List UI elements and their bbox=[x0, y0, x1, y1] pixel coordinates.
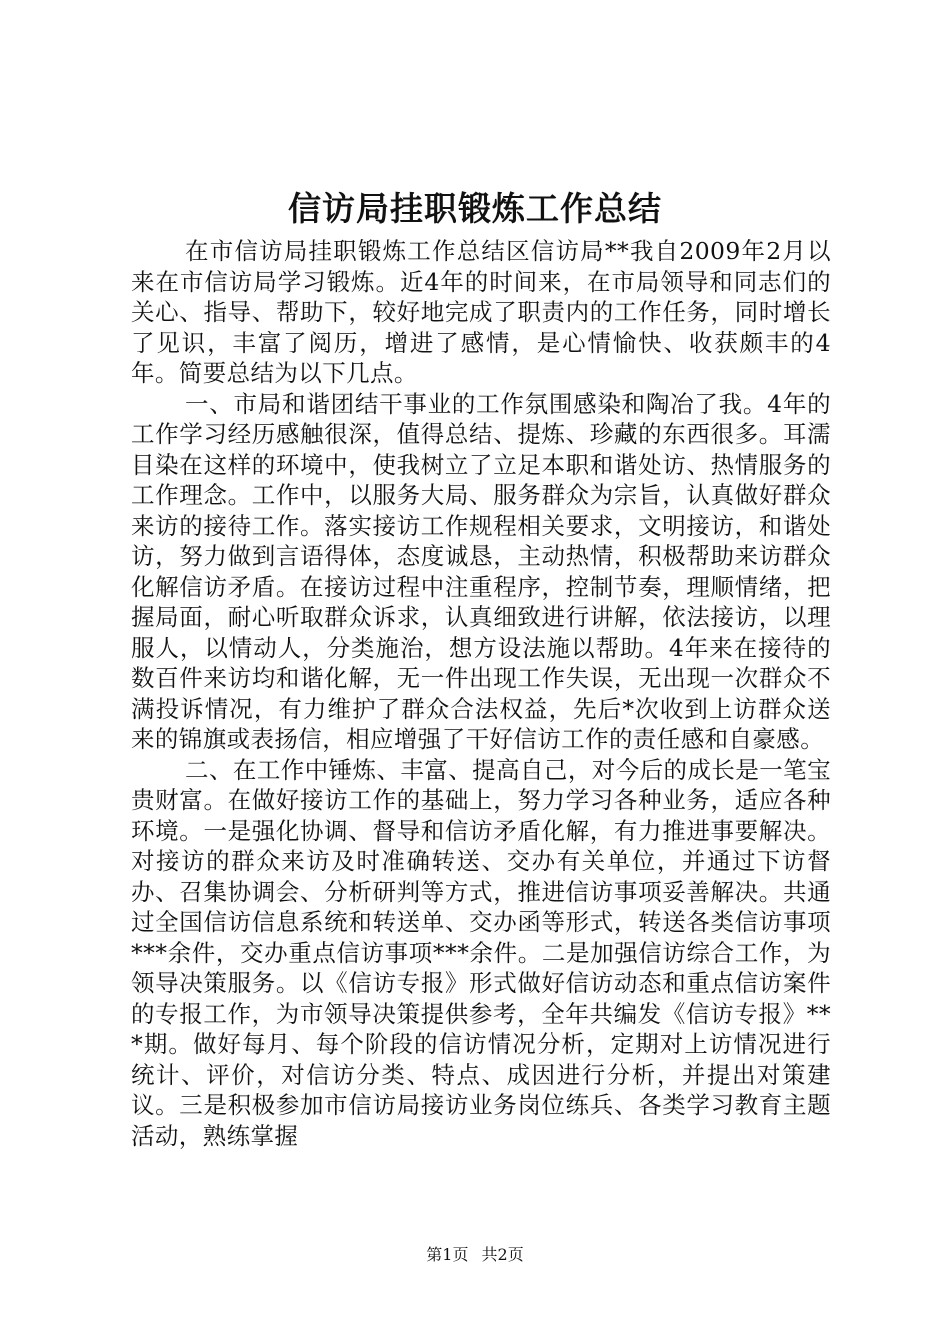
document-title: 信访局挂职锻炼工作总结 bbox=[288, 189, 662, 228]
paragraph-section-one: 一、市局和谐团结干事业的工作氛围感染和陶冶了我。4年的工作学习经历感触很深，值得总结、提炼、珍藏的东西很多。耳濡目染在这样的环境中，使我树立了立足本职和谐处访、热情服务的工作理念。工作中，以服务大局、服务群众为宗旨，认真做好群众来访的接待工作。落实接访工作规程相关要求，文明接访，和谐处访，努力做到言语得体，态度诚恳，主动热情，积极帮助来访群众化解信访矛盾。在接访过程中注重程序，控制节奏，理顺情绪，把握局面，耐心听取群众诉求，认真细致进行讲解，依法接访，以理服人，以情动人，分类施治，想方设法施以帮助。4年来在接待的数百件来访均和谐化解，无一件出现工作失误，无出现一次群众不满投诉情况，有力维护了群众合法权益，先后*次收到上访群众送来的锦旗或表扬信，相应增强了干好信访工作的责任感和自豪感。 bbox=[131, 389, 831, 753]
paragraph-section-two: 二、在工作中锤炼、丰富、提高自己，对今后的成长是一笔宝贵财富。在做好接访工作的基础上，努力学习各种业务，适应各种环境。一是强化协调、督导和信访矛盾化解，有力推进事要解决。对接访的群众来访及时准确转送、交办有关单位，并通过下访督办、召集协调会、分析研判等方式，推进信访事项妥善解决。共通过全国信访信息系统和转送单、交办函等形式，转送各类信访事项***余件，交办重点信访事项***余件。二是加强信访综合工作，为领导决策服务。以《信访专报》形式做好信访动态和重点信访案件的专报工作，为市领导决策提供参考，全年共编发《信访专报》***期。做好每月、每个阶段的信访情况分析，定期对上访情况进行统计、评价，对信访分类、特点、成因进行分析，并提出对策建议。三是积极参加市信访局接访业务岗位练兵、各类学习教育主题活动，熟练掌握 bbox=[131, 755, 831, 1150]
paragraph-intro: 在市信访局挂职锻炼工作总结区信访局**我自2009年2月以来在市信访局学习锻炼。近4年的时间来，在市局领导和同志们的关心、指导、帮助下，较好地完成了职责内的工作任务，同时增长了见识，丰富了阅历，增进了感情，是心情愉快、收获颇丰的4年。简要总结为以下几点。 bbox=[131, 237, 831, 387]
page-number: 第1页 bbox=[426, 1245, 469, 1264]
page-total: 共2页 bbox=[481, 1245, 524, 1264]
document-body bbox=[131, 236, 831, 1151]
page-footer bbox=[0, 1243, 950, 1267]
